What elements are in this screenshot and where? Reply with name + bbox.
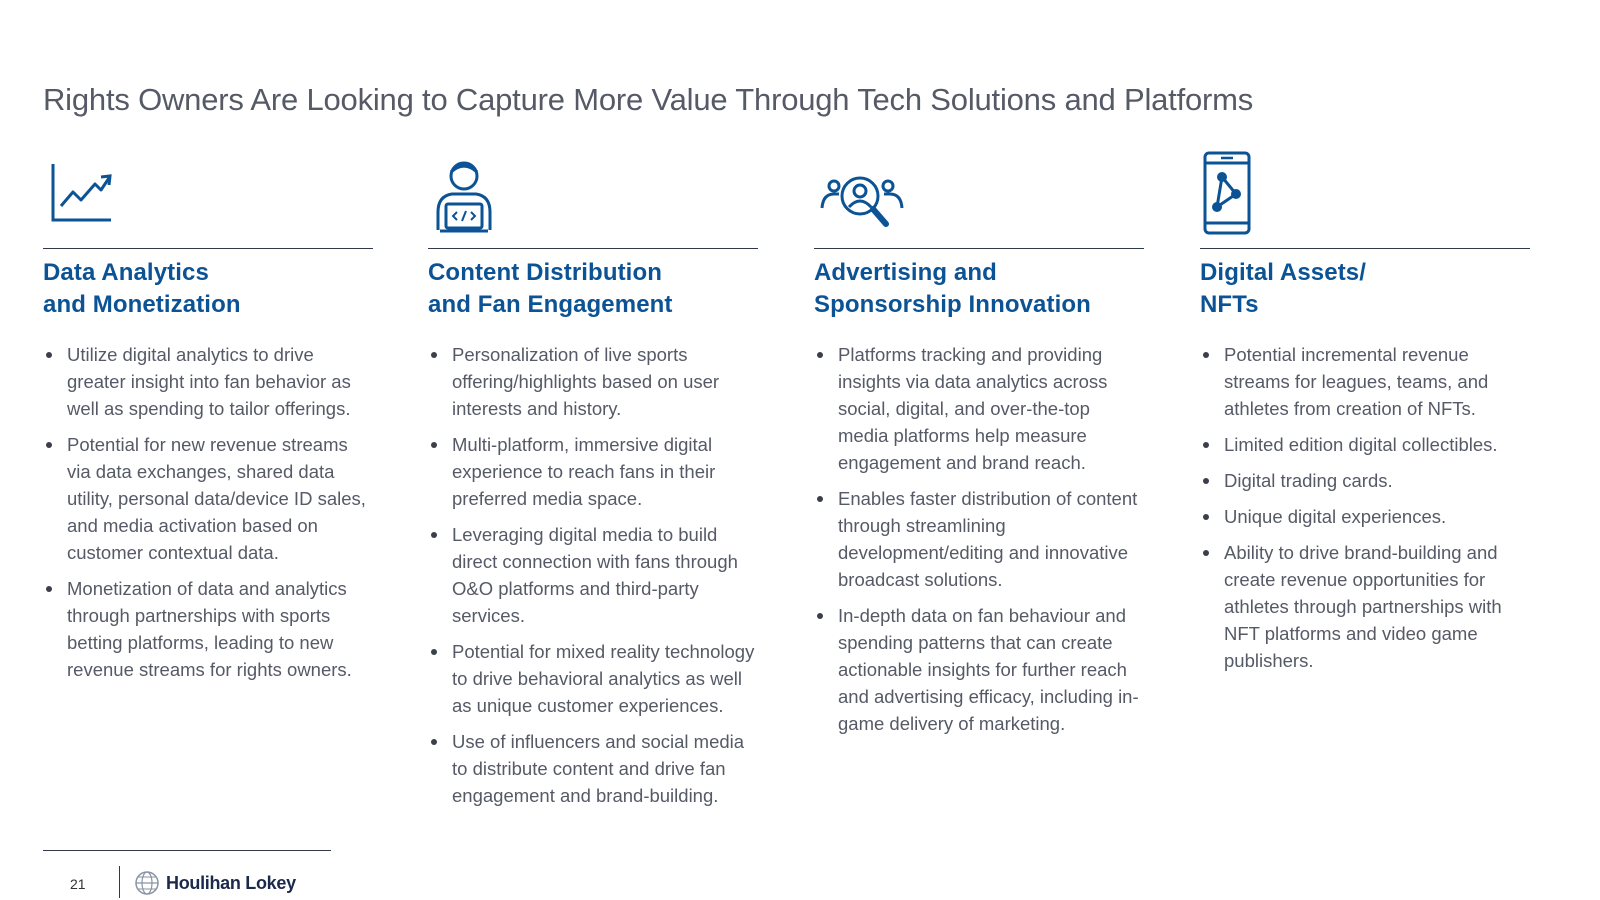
heading-line-1: Data Analytics bbox=[43, 259, 209, 286]
bullet-list bbox=[814, 341, 1144, 737]
list-item: Monetization of data and analytics through partnerships with sports betting platforms, leading to new revenue streams for rights owners. bbox=[43, 575, 373, 683]
heading-line-2: and Fan Engagement bbox=[428, 291, 673, 318]
page-number: 21 bbox=[70, 876, 86, 892]
heading-line-1: Advertising and bbox=[814, 259, 997, 286]
list-item: Limited edition digital collectibles. bbox=[1200, 431, 1530, 458]
list-item: Unique digital experiences. bbox=[1200, 503, 1530, 530]
bullet-list bbox=[1200, 341, 1530, 674]
column-digital-assets bbox=[1200, 150, 1530, 683]
list-item: Multi-platform, immersive digital experience to reach fans in their preferred media space. bbox=[428, 431, 758, 512]
heading-line-2: and Monetization bbox=[43, 291, 241, 318]
column-content-distribution bbox=[428, 150, 758, 818]
column-data-analytics bbox=[43, 150, 373, 692]
column-divider bbox=[428, 248, 758, 249]
footer-divider bbox=[119, 866, 120, 898]
list-item: Digital trading cards. bbox=[1200, 467, 1530, 494]
audience-search-icon bbox=[814, 150, 1144, 242]
heading-line-1: Content Distribution bbox=[428, 259, 662, 286]
heading-line-1: Digital Assets/ bbox=[1200, 259, 1366, 286]
column-divider bbox=[43, 248, 373, 249]
heading-line-2: NFTs bbox=[1200, 291, 1259, 318]
list-item: In-depth data on fan behaviour and spending patterns that can create actionable insights for further reach and advertising efficacy, including in-game delivery of marketing. bbox=[814, 602, 1144, 737]
list-item: Potential incremental revenue streams for leagues, teams, and athletes from creation of NFTs. bbox=[1200, 341, 1530, 422]
column-heading bbox=[814, 257, 1144, 321]
globe-logo-icon bbox=[134, 870, 160, 896]
column-heading bbox=[428, 257, 758, 321]
logo-text: Houlihan Lokey bbox=[166, 872, 296, 893]
bullet-list bbox=[428, 341, 758, 809]
company-logo bbox=[134, 870, 296, 896]
heading-line-2: Sponsorship Innovation bbox=[814, 291, 1091, 318]
footer-rule bbox=[43, 850, 331, 851]
list-item: Enables faster distribution of content through streamlining development/editing and innovative broadcast solutions. bbox=[814, 485, 1144, 593]
list-item: Potential for new revenue streams via data exchanges, shared data utility, personal data/device ID sales, and media activation based on customer contextual data. bbox=[43, 431, 373, 566]
list-item: Platforms tracking and providing insights via data analytics across social, digital, and over-the-top media platforms help measure engagement and brand reach. bbox=[814, 341, 1144, 476]
column-divider bbox=[814, 248, 1144, 249]
list-item: Use of influencers and social media to distribute content and drive fan engagement and brand-building. bbox=[428, 728, 758, 809]
page-title: Rights Owners Are Looking to Capture More Value Through Tech Solutions and Platforms bbox=[43, 82, 1254, 117]
list-item: Leveraging digital media to build direct connection with fans through O&O platforms and third-party services. bbox=[428, 521, 758, 629]
mobile-network-icon bbox=[1200, 150, 1530, 242]
list-item: Personalization of live sports offering/highlights based on user interests and history. bbox=[428, 341, 758, 422]
list-item: Utilize digital analytics to drive greater insight into fan behavior as well as spending to tailor offerings. bbox=[43, 341, 373, 422]
developer-laptop-icon bbox=[428, 150, 758, 242]
line-chart-icon bbox=[43, 150, 373, 242]
column-heading bbox=[43, 257, 373, 321]
bullet-list bbox=[43, 341, 373, 683]
column-advertising bbox=[814, 150, 1144, 746]
column-heading bbox=[1200, 257, 1530, 321]
column-divider bbox=[1200, 248, 1530, 249]
list-item: Ability to drive brand-building and create revenue opportunities for athletes through partnerships with NFT platforms and video game publishers. bbox=[1200, 539, 1530, 674]
list-item: Potential for mixed reality technology to drive behavioral analytics as well as unique customer experiences. bbox=[428, 638, 758, 719]
